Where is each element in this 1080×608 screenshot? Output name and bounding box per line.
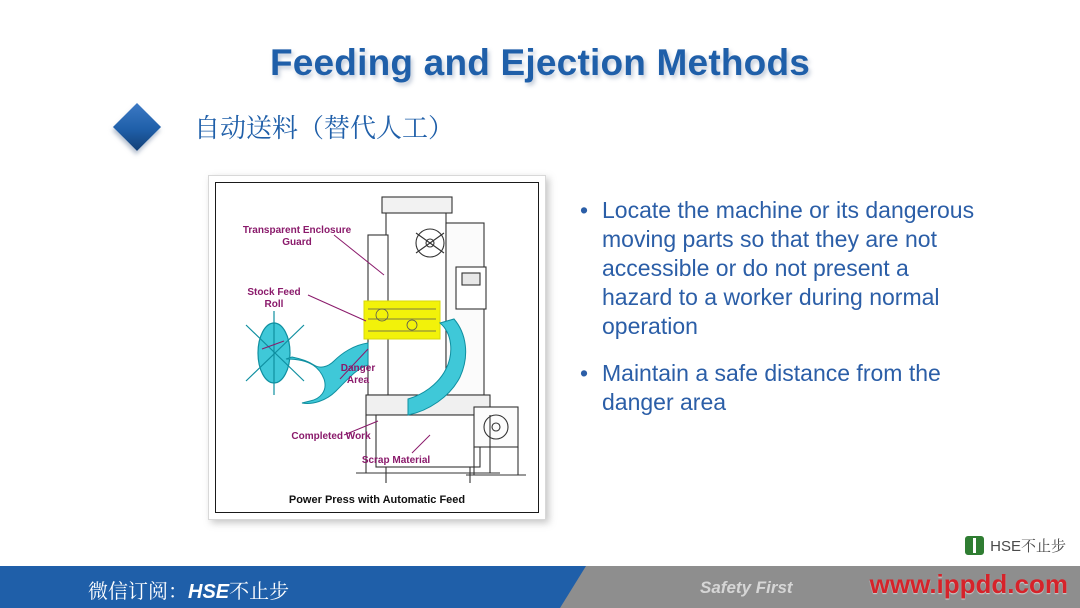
footer-left-prefix: 微信订阅： — [88, 581, 188, 603]
page-title: Feeding and Ejection Methods — [269, 42, 811, 83]
bullet-marker: • — [580, 197, 589, 223]
figure-label-danger-area: Danger Area — [340, 363, 376, 386]
wechat-icon — [965, 536, 984, 555]
diamond-bullet-icon — [113, 102, 161, 150]
footer-left-brand: HSE — [188, 581, 230, 603]
figure-label-scrap-material: Scrap Material — [361, 455, 431, 466]
figure-caption: Power Press with Automatic Feed — [288, 494, 466, 506]
footer-left-suffix: 不止步 — [229, 581, 290, 603]
wechat-watermark-label: HSE不止步 — [990, 538, 1066, 555]
bullet-marker: • — [580, 360, 589, 386]
list-item — [580, 196, 980, 341]
figure-label-transparent-guard: Transparent Enclosure Guard — [242, 225, 352, 248]
subtitle-text: 自动送料（替代人工） — [194, 113, 455, 143]
footer-right-text: Safety First — [700, 578, 793, 597]
figure-label-completed-work: Completed Work — [291, 431, 371, 442]
figure-label-stock-feed-roll: Stock Feed Roll — [247, 287, 301, 310]
figure-image — [208, 175, 546, 520]
footer-left-text — [88, 575, 289, 604]
bullet-text: Maintain a safe distance from the danger area — [602, 360, 941, 415]
url-watermark: www.ippdd.com — [869, 569, 1068, 599]
bullet-list — [580, 196, 980, 435]
list-item — [580, 359, 980, 417]
wechat-watermark — [965, 535, 1066, 556]
figure-inner — [215, 182, 539, 513]
bullet-text: Locate the machine or its dangerous moving parts so that they are not accessible or do not present a hazard to a worker during normal operation — [602, 197, 975, 339]
subtitle-row — [120, 108, 454, 145]
